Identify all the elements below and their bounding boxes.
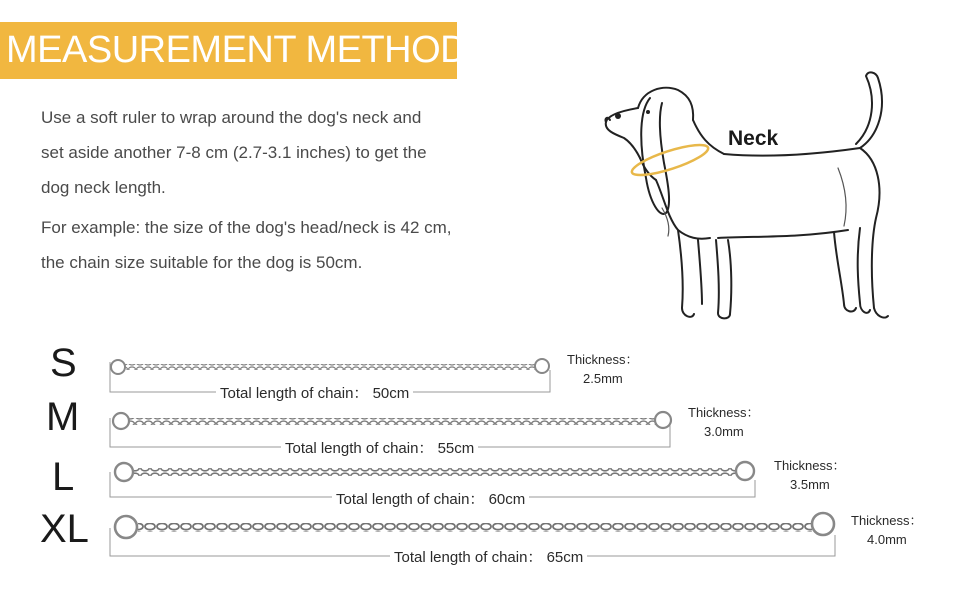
instruction-line: Use a soft ruler to wrap around the dog's neck and [41,108,422,127]
instruction-line: the chain size suitable for the dog is 50cm. [41,253,363,272]
size-letter-s: S [50,341,77,385]
thickness-l [774,456,846,494]
neck-label: Neck [728,127,779,150]
length-label-xl: Total length of chain： 65cm [390,546,587,567]
thickness-label: Thickness： [851,513,923,528]
length-label-s: Total length of chain： 50cm [216,382,413,403]
thickness-s [567,350,639,388]
thickness-value: 4.0mm [867,532,907,547]
instruction-line: set aside another 7-8 cm (2.7-3.1 inches) to get the [41,143,427,162]
instruction-line: dog neck length. [41,178,166,197]
instruction-line: For example: the size of the dog's head/neck is 42 cm, [41,218,452,237]
length-label-l: Total length of chain： 60cm [332,488,529,509]
size-letter-m: M [46,395,80,439]
length-label-m: Total length of chain： 55cm [281,437,478,458]
thickness-label: Thickness： [567,352,639,367]
size-letter-l: L [52,455,75,499]
size-letter-xl: XL [40,507,89,551]
page-title: MEASUREMENT METHOD [6,29,468,71]
thickness-value: 3.5mm [790,477,830,492]
thickness-label: Thickness： [688,405,760,420]
thickness-label: Thickness： [774,458,846,473]
thickness-m [688,403,760,441]
thickness-value: 2.5mm [583,371,623,386]
thickness-value: 3.0mm [704,424,744,439]
thickness-xl [851,511,923,549]
